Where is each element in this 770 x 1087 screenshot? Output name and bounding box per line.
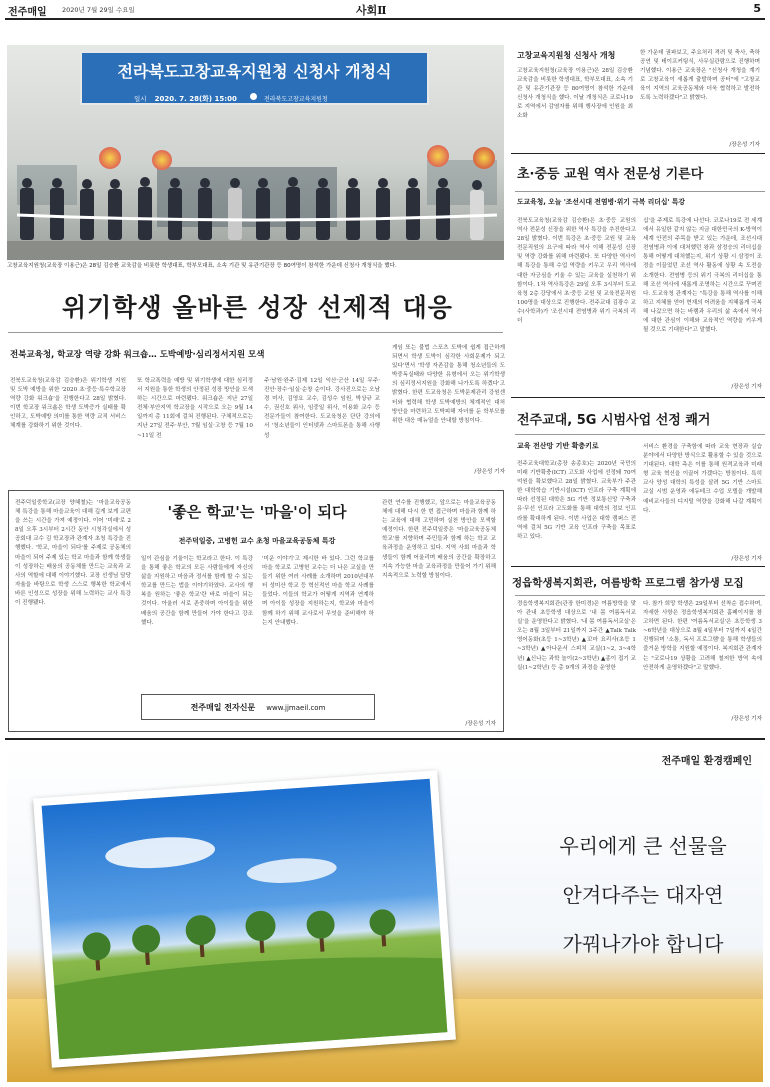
family-body-left: 정읍학생복지회관(관장 한미경)은 여름방학을 맞아 관내 초등학생 대상으로 '내 몸 여름독서교실'을 운영한다고 밝혔다. '내 몸 여름독서교실'은 오는 8월 3일부터 21일까지 3주간 ▲Talk Talk 영어동화(초등 1~3학년) ▲꼬마 요리사(초등 1~3학년) ▲아나운서 스피치 교실(1~2, 3~4학년) ▲신나는 과학 놀이(2~3학년) ▲종이 접기 교실(1~2학년) 등 총 9개의 과정을 운영한 xyxy=(517,601,636,671)
school-mid-col-1: 일이 관심을 기울이는 학교라고 한다. 이 특강을 통해 좋은 학교의 모든 사람들에게 자신의 삶을 지원하고 마음과 정서를 함께 할 수 있는 학교를 만드는 법을 이야기하였다. 교사의 행복을 원하는 '좋은 학교'란 바로 마을이 되는 것이다. 아울러 서로 존중하며 아이들을 위한 배움의 공간을 함께 만들어 가야 한다고 강조했다. xyxy=(141,556,253,626)
epaper-url[interactable]: www.jjmaeil.com xyxy=(266,704,326,712)
family-body-right: 다. 참가 희망 학생은 29일부터 선착순 접수하며, 자세한 사항은 정읍학생복지회관 홈페이지를 참고하면 된다. 한편 '여름독서교실'은 초등학생 3~6학년을 대상으로 8월 4일부터 7일까지 4일간 진행되며 '소통, 독서 프로그램'을 통해 학생들의 즐거운 방학을 지원할 예정이다. 복지회관 관계자는 "코로나19 상황을 고려해 철저한 방역 속에 안전하게 운영하겠다"고 말했다. xyxy=(643,601,762,671)
history-subheadline: 도교육청, 오늘 '조선시대 전염병·위기 극복 리더십' 특강 xyxy=(517,198,685,206)
school-right-text: 관련 연수를 진행했고, 앞으로는 마을교육공동체에 대해 다시 한 번 접근하며 마을과 함께 하는 교육에 대해 고민하며 실천 방안을 모색할 예정이다. 한편 전주덕일중은 '마을교육공동체 학교'를 지향하며 주민들과 함께 하는 학교 교육과정을 운영하고 있다. 지역 사회 마을과 학생들이 함께 어울리며 배움의 공간을 확장하고 지속 가능한 마을 교육과정을 만들어 가기 위해 지속적으로 노력할 방침이다. xyxy=(382,500,496,579)
section-title: 사회Ⅱ xyxy=(356,4,387,17)
history-byline: /장은성 기자 xyxy=(731,384,762,390)
school-article-box xyxy=(8,490,504,732)
banner-date-label: 일시 xyxy=(134,95,147,103)
main-col-1: 전북도교육청(교육감 김승환)은 위기학생 지원 및 도박 예방을 위한 '2020 초·중등·특수학교장 역량 강화 워크숍'을 진행한다고 28일 밝혔다. 이번 학교장 워크숍은 학생 도박증가 실태를 확인하고, 도박예방 의미를 통한 역량 교직 서비스체계를 강화하기 위한 것이다. xyxy=(10,378,126,430)
banner-date: 2020. 7. 28(화) 15:00 xyxy=(154,95,237,103)
main-col-4: 게임 또는 불법 스포츠 도박에 쉽게 접근하게 되면서 학생 도박이 심각한 사회문제가 되고 있다'면서 '학생 자존감을 통해 청소년들의 도박중독실태와 다양한 유형에서 오는 위기학생의 심리정서지원을 강화해 나가도록 하겠다'고 밝혔다. 한편 도교육청은 도박문제관리 강원센터와 협력해 학생 도박예방의 체계적인 대처 방안을 마련하고 도박피해 자녀를 둔 학부모를 위한 대응 매뉴얼을 안내할 방침이다. xyxy=(392,345,505,424)
campaign-label: 전주매일 환경캠페인 xyxy=(661,756,752,767)
ceremony-banner xyxy=(80,51,429,105)
flower-wreath-icon xyxy=(427,145,449,167)
campaign-line-3: 가꿔나가야 합니다 xyxy=(562,932,724,956)
gochang-byline: /장은성 기자 xyxy=(729,142,760,148)
photo-caption: 고창교육지원청(교육장 이용근)은 28일 김승환 교육감을 비롯한 학생대표, 학부모대표, 소속 기관 및 유관기관장 등 80여명이 참석한 가운데 신청사 개청식을 했다. xyxy=(7,263,397,269)
attendees-group xyxy=(7,175,504,260)
ceremony-photo xyxy=(7,45,504,260)
epaper-label: 전주매일 전자신문 xyxy=(190,703,256,712)
paper-name: 전주매일 xyxy=(8,7,47,18)
main-subheadline: 전북교육청, 학교장 역량 강화 워크숍… 도박예방·심리정서지원 모색 xyxy=(10,350,265,360)
school-byline: /장은성 기자 xyxy=(465,721,496,727)
school-headline: '좋은 학교'는 '마을'이 되다 xyxy=(167,503,347,521)
landscape-photo xyxy=(33,770,456,1068)
issue-date: 2020년 7월 29일 수요일 xyxy=(62,6,135,14)
main-headline: 위기학생 올바른 성장 선제적 대응 xyxy=(62,293,453,322)
gochang-body-right: 한 가운데 권파보고, 주요처리 격려 및 축사, 축하공연 및 테이프커팅식, 사무실관람으로 진행하며 기념했다. 이용근 교육장은 "신청사 개청을 계기로 고창교육이 새롭게 출발하며 공터"에 "고창교육이 지역의 교육공동체와 더욱 협력하고 발전하도록 노력하겠다"고 밝혔다. xyxy=(640,50,760,102)
univ-body-right: 서비스 환경을 구축함에 따라 교육 현장과 실습 분야에서 다양한 방식으로 활용할 수 있을 것으로 기대된다. 대학 측은 이를 통해 원격교육과 미래형 교육 혁신을 이끌어 가겠다는 방침이다. 특히 교사 양성 대학의 특성을 살려 5G 기반 스마트 교실 시범 운영과 에듀테크 수업 모델을 개발해 예비교사들의 디지털 역량을 강화해 나갈 계획이다. xyxy=(643,444,762,514)
history-headline: 초·중등 교원 역사 전문성 기른다 xyxy=(517,167,704,182)
univ-body-left: 전주교육대학교(총장 송종호)는 2020년 국민의미래 기반확충(ICT) 고도화 사업에 선정돼 70여억원을 확보했다고 28일 밝혔다. 교육부가 주관한 대학학습 기반시설(ICT) 인프라 구축 계획에 따라 선정된 대학은 5G 기반 정보통신망 구축과 유·무선 인프라 고도화를 통해 대학의 정보 인프라를 확대하게 된다. 이번 사업은 대학 캠퍼스 전역에 걸쳐 5G 기반 교육 인프라 구축을 목표로 하고 있다. xyxy=(517,461,636,540)
environment-campaign-ad xyxy=(7,744,763,1082)
history-body-right: 십'을 주제로 특강에 나선다. 코로나19로 전 세계에서 유일한 같지 않는 지금 대한민국의 K-방역이 세계 안전의 주목을 받고 있는 가운데, 조선시대 전염병과 이에 대처했던 왕과 삼정승의 리더십을 통해 어떻게 대처했는지, 위기 상황 시 삼정이 조정을 이끌었던 조선 역사 활동에 상황 속 도전을 소개한다. 전염병 등의 위기 극복의 리더십을 통해 조선 역사에 새롭게 조명하는 시간으로 꾸며진다. 도교육청 관계자는 "특강을 통해 역사를 이해하고 지혜를 얻어 현재의 어려움을 지혜롭게 극복해 나갔으면 하는 바램과 우리의 삶 속에서 역사에 대한 관심이 이해와 교육적인 역량을 키우게 될 것으로 기대한다"고 말했다. xyxy=(643,218,762,334)
banner-title: 전라북도고창교육지원청 신청사 개청식 xyxy=(117,62,392,81)
school-left-text: 전주덕일중학교(교장 양혜철)는 '마을교육공동체 특강을 통해 마을교육이 대해 깊게 보게 교편을 쓰는 시간을 가져 예정이다. 이어 '미래'로 28일 오후 3시부터 2시간 동안 시청각실에서 성공회대 교수 김 학교장과 관계자 초청 특강을 진행했다. '학교, 마을이 되다'를 주제로 공동체의 마을이 되어 주제 있는 학교 마을과 함께 학생들이 성장하는 배움의 공동체를 만드는 교육과 교사의 역할에 대해 이야기했다. 교장 선생님 담당 자율을 바탕으로 학생 스스로 행복한 학교에서 바른 인성으로 성장을 위해 노력하는 교사 특강이 진행됐다. xyxy=(15,500,131,607)
campaign-line-2: 안겨다주는 대자연 xyxy=(562,883,724,907)
main-byline: /장은성 기자 xyxy=(474,469,505,475)
flower-wreath-icon xyxy=(152,150,172,170)
school-subheadline: 전주덕일중, 고병헌 교수 초청 마을교육공동체 특강 xyxy=(178,537,336,545)
main-col-3: 주·남원·완주·김제 12일 익산·군산 14일 무주·진안·장수·임실·순창 순이다. 강사진으로는 오남경 미사, 김영요 교수, 김성수 임원, 박상규 교수, 권신호 위사, 임중일 위사, 이용화 교수 등 전문가들이 참여한다. 도교육청은 단단 강의에서 '청소년들이 인터넷과 스마트폰을 통해 사행성 xyxy=(264,378,380,439)
page-number: 5 xyxy=(753,2,761,15)
flower-wreath-icon xyxy=(473,147,495,169)
main-col-2: 또 학교폭력을 예방 및 위기학생에 대한 심리정서 지원을 통한 학생의 안정된 성장 방안을 모색하는 시간으로 마련됐다. 워크숍은 지난 27일 전체·부안지역 학교장을 시작으로 오는 9월 14일까지 총 11회에 걸쳐 진행된다. 구체적으로는 지난 27일 전주·부안, 7월 임실·고창 등 7월 10~11일 전 xyxy=(137,378,253,439)
univ-subheadline: 교육 전산망 기반 확충키로 xyxy=(517,442,599,450)
campaign-line-1: 우리에게 큰 선물을 xyxy=(559,834,727,858)
family-headline: 정읍학생복지회관, 여름방학 프로그램 참가생 모집 xyxy=(512,577,744,589)
gochang-headline: 고창교육지원청 신청사 개청 xyxy=(517,51,616,60)
gochang-body-left: 고창교육지원청(교육장 이용근)은 28일 김승환 교육감을 비롯한 학생대표, 학부모대표, 소속 기관 및 유관기관장 등 80여명이 참석한 가운데 신청사 개청식을 했다. 이날 개청식은 코로나19로 지역에서 감염자를 위해 행사장에 인원을 최소화 xyxy=(517,68,633,120)
banner-logo-icon xyxy=(250,93,257,100)
history-body-left: 전북도교육청(교육감 김승환)은 초·중등 교원의 역사 전문성 신장을 위한 역사 특강을 추진한다고 28일 밝혔다. 이번 특강은 초·중등 교원 및 교육전문직원의 요구에 따라 역사 이해 전문성 신장 및 역량 강화를 위해 마련됐다. 또 다양한 역사이해 특강을 통해 수업 역량을 키우고 우리 역사에 대한 자긍심을 키울 수 있는 교육을 실천하기 위함이다. 1차 역사특강은 29일 오후 3시부터 도교육청 2층 강당에서 초·중등 교원 및 교육전문직원 100명을 대상으로 진행한다. 전주교대 김광수 교수(사학과)가 '조선시대 전염병과 위기 극복의 리더 xyxy=(517,218,636,325)
univ-headline: 전주교대, 5G 시범사업 선정 쾌거 xyxy=(517,413,711,428)
school-mid-col-2: '미운 이야기'고 제시한 바 있다. 그런 학교를 마을 학교로 고병헌 교수는 더 나은 교실을 만들기 위한 여러 사례를 소개하며 2010년대부터 성미산 학교 등 혁신적인 마을 학교 사례를 들었다. 이들의 학교가 어떻게 지역과 연계하며 아이들 성장을 지원하는지, 학교와 마을이 함께 하기 위해 교사로서 무엇을 준비해야 하는지 안내했다. xyxy=(262,556,374,626)
family-byline: /장은성 기자 xyxy=(731,716,762,722)
masthead xyxy=(0,0,770,18)
banner-org: 전라북도고창교육지원청 xyxy=(264,96,328,103)
flower-wreath-icon xyxy=(99,147,121,169)
epaper-footer xyxy=(141,694,375,720)
univ-byline: /장은성 기자 xyxy=(731,556,762,562)
